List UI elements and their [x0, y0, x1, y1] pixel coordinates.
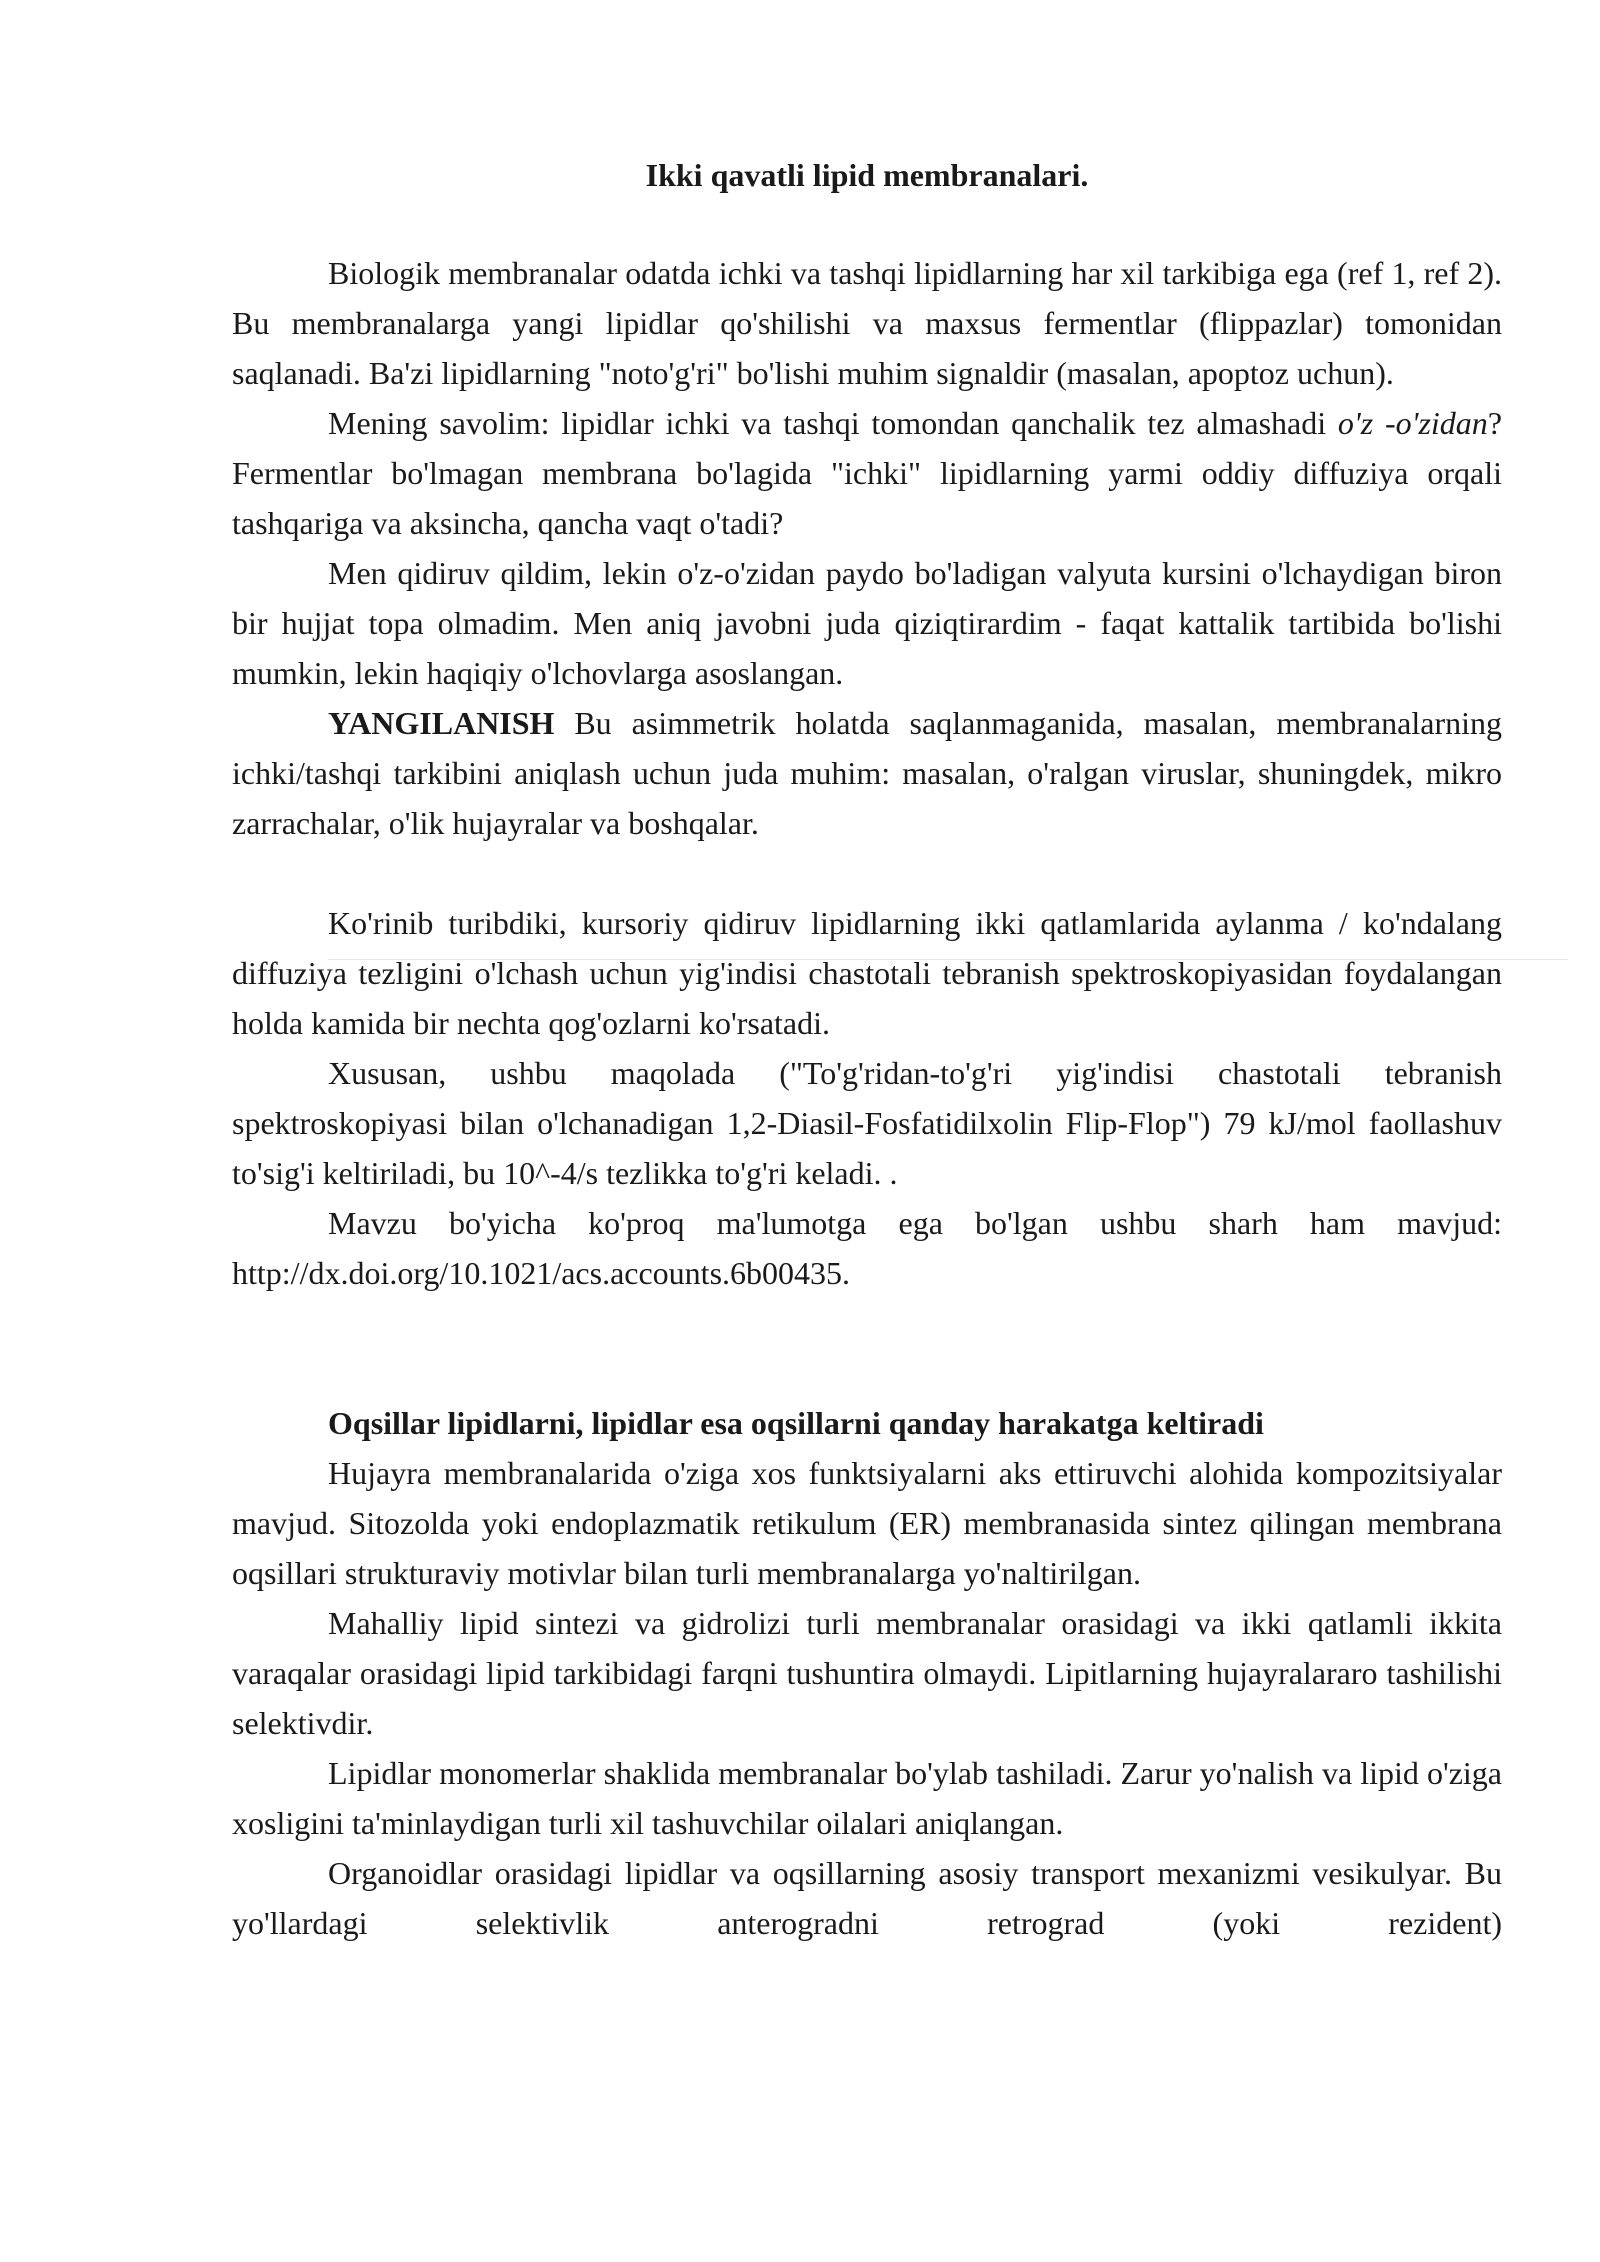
italic-phrase: o'z -o'zidan: [1337, 405, 1488, 441]
section-heading: Oqsillar lipidlarni, lipidlar esa oqsillarni qanday harakatga keltiradi: [328, 1405, 1264, 1441]
section-divider: [328, 959, 1568, 960]
paragraph: Xususan, ushbu maqolada ("To'g'ridan-to'g'ri yig'indisi chastotali tebranish spektroskopiyasi bilan o'lchanadigan 1,2-Diasil-Fosfatidilxolin Flip-Flop") 79 kJ/mol faollashuv to'sig'i keltiriladi, bu 10^-4/s tezlikka to'g'ri keladi. .: [232, 1055, 1502, 1191]
paragraph: Organoidlar orasidagi lipidlar va oqsillarning asosiy transport mexanizmi vesikulyar. Bu yo'llardagi selektivlik anterogradni retrograd (yoki rezident): [232, 1855, 1502, 1941]
document-page: [232, 150, 1502, 1948]
paragraph: Mavzu bo'yicha ko'proq ma'lumotga ega bo'lgan ushbu sharh ham mavjud: http://dx.doi.org/10.1021/acs.accounts.6b00435.: [232, 1205, 1502, 1291]
paragraph: Ko'rinib turibdiki, kursoriy qidiruv lipidlarning ikki qatlamlarida aylanma / ko'ndalang diffuziya tezligini o'lchash uchun yig'indisi chastotali tebranish spektroskopiyasidan foydalangan holda kamida bir nechta qog'ozlarni ko'rsatadi.: [232, 905, 1502, 1041]
paragraph: Biologik membranalar odatda ichki va tashqi lipidlarning har xil tarkibiga ega (ref 1, ref 2). Bu membranalarga yangi lipidlar qo'shilishi va maxsus fermentlar (flippazlar) tomonidan saqlanadi. Ba'zi lipidlarning "noto'g'ri" bo'lishi muhim signaldir (masalan, apoptoz uchun).: [232, 255, 1502, 391]
paragraph: Men qidiruv qildim, lekin o'z-o'zidan paydo bo'ladigan valyuta kursini o'lchaydigan biron bir hujjat topa olmadim. Men aniq javobni juda qiziqtirardim - faqat kattalik tartibida bo'lishi mumkin, lekin haqiqiy o'lchovlarga asoslangan.: [232, 555, 1502, 691]
update-label: YANGILANISH: [328, 705, 555, 741]
paragraph-text: ? Fermentlar bo'lmagan membrana bo'lagida "ichki" lipidlarning yarmi oddiy diffuziya orqali tashqariga va aksincha, qancha vaqt o'tadi?: [232, 405, 1503, 541]
paragraph: [232, 398, 1502, 548]
document-title: Ikki qavatli lipid membranalari.: [645, 157, 1089, 193]
paragraph-text: Mening savolim: lipidlar ichki va tashqi tomondan qanchalik tez almashadi: [328, 405, 1338, 441]
spacer: [232, 848, 1502, 898]
spacer: [232, 1298, 1502, 1398]
paragraph-text: Bu asimmetrik holatda saqlanmaganida, masalan, membranalarning ichki/tashqi tarkibini aniqlash uchun juda muhim: masalan, o'ralgan viruslar, shuningdek, mikro zarrachalar, o'lik hujayralar va boshqalar.: [232, 705, 1502, 841]
paragraph: Lipidlar monomerlar shaklida membranalar bo'ylab tashiladi. Zarur yo'nalish va lipid o'ziga xosligini ta'minlaydigan turli xil tashuvchilar oilalari aniqlangan.: [232, 1755, 1502, 1841]
paragraph: Mahalliy lipid sintezi va gidrolizi turli membranalar orasidagi va ikki qatlamli ikkita varaqalar orasidagi lipid tarkibidagi farqni tushuntira olmaydi. Lipitlarning hujayralararo tashilishi selektivdir.: [232, 1605, 1502, 1741]
paragraph: Hujayra membranalarida o'ziga xos funktsiyalarni aks ettiruvchi alohida kompozitsiyalar mavjud. Sitozolda yoki endoplazmatik retikulum (ER) membranasida sintez qilingan membrana oqsillari strukturaviy motivlar bilan turli membranalarga yo'naltirilgan.: [232, 1455, 1502, 1591]
paragraph: [232, 698, 1502, 848]
